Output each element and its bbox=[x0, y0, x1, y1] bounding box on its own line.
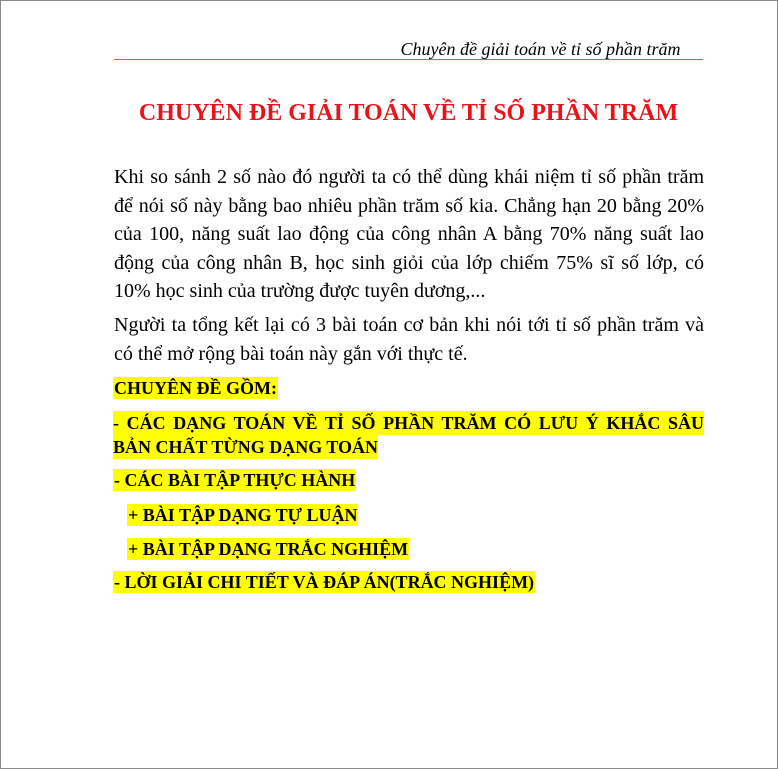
contents-heading bbox=[113, 376, 278, 400]
contents-item-types-line-2: BẢN CHẤT TỪNG DẠNG TOÁN bbox=[113, 437, 379, 457]
header-divider bbox=[114, 59, 703, 60]
contents-item-types-line-1: - CÁC DẠNG TOÁN VỀ TỈ SỐ PHẦN TRĂM CÓ LƯU Ý KHẮC SÂU bbox=[113, 413, 704, 433]
summary-paragraph: Người ta tổng kết lại có 3 bài toán cơ bản khi nói tới tỉ số phần trăm và có thể mở rộng bài toán này gắn với thực tế. bbox=[114, 314, 704, 365]
contents-item-practice-text: - CÁC BÀI TẬP THỰC HÀNH bbox=[114, 470, 356, 490]
contents-subitem-multiple-choice-text: + BÀI TẬP DẠNG TRẮC NGHIỆM bbox=[128, 539, 409, 559]
contents-subitem-multiple-choice bbox=[113, 537, 409, 561]
contents-item-solutions-text: - LỜI GIẢI CHI TIẾT VÀ ĐÁP ÁN(TRẮC NGHIỆM) bbox=[114, 572, 535, 592]
contents-item-solutions bbox=[113, 570, 535, 594]
document-title: CHUYÊN ĐỀ GIẢI TOÁN VỀ TỈ SỐ PHẦN TRĂM bbox=[138, 100, 679, 126]
running-header-text: Chuyên đề giải toán về tỉ số phần trăm bbox=[400, 39, 681, 59]
running-header bbox=[114, 38, 703, 60]
contents-item-types bbox=[113, 411, 704, 459]
contents-heading-text: CHUYÊN ĐỀ GỒM: bbox=[114, 378, 277, 398]
contents-subitem-essay-text: + BÀI TẬP DẠNG TỰ LUẬN bbox=[128, 505, 358, 525]
contents-item-practice bbox=[113, 468, 356, 492]
contents-subitem-essay bbox=[113, 503, 358, 527]
intro-paragraph: Khi so sánh 2 số nào đó người ta có thể dùng khái niệm tỉ số phần trăm để nói số này bằng bao nhiêu phần trăm số kia. Chẳng hạn 20 bằng 20% của 100, năng suất lao động của công nhân A bằng 70% năng suất lao động của công nhân B, học sinh giỏi của lớp chiếm 75% sĩ số lớp, có 10% học sinh của trường được tuyên dương,... bbox=[114, 166, 704, 302]
